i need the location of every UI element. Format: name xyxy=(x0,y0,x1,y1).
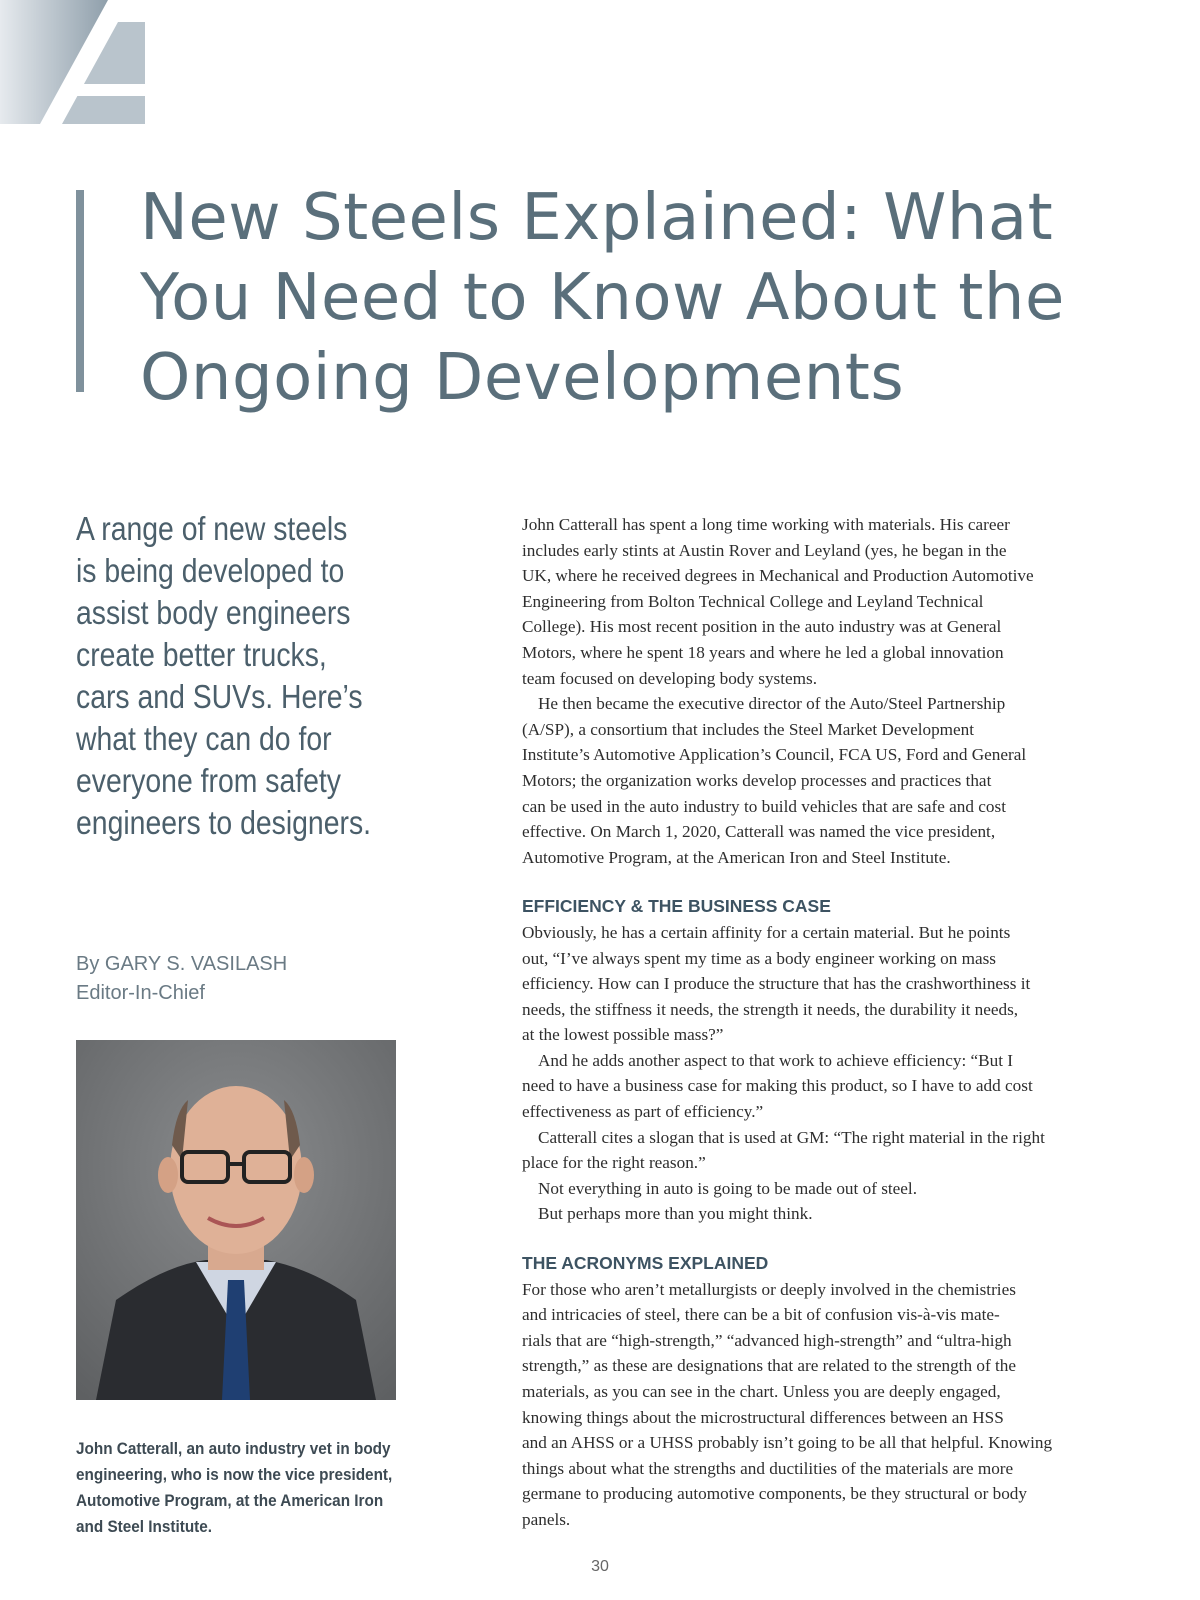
page-number: 30 xyxy=(591,1558,609,1575)
text-line: (A/SP), a consortium that includes the Steel Market Development xyxy=(522,719,975,739)
text-line: out, “I’ve always spent my time as a body engineer working on mass xyxy=(522,948,996,968)
text-line: UK, where he received degrees in Mechanical and Production Automotive xyxy=(522,566,1034,586)
text-line: And he adds another aspect to that work to achieve efficiency: “But I xyxy=(538,1050,1014,1070)
deck-line: assist body engineers xyxy=(76,594,351,631)
text-line: But perhaps more than you might think. xyxy=(538,1204,813,1224)
paragraph xyxy=(522,1277,1142,1533)
text-line: knowing things about the microstructural differences between an HSS xyxy=(522,1407,1004,1427)
caption-line: and Steel Institute. xyxy=(76,1517,213,1536)
deck-line: A range of new steels xyxy=(76,510,348,547)
text-line: College). His most recent position in the auto industry was at General xyxy=(522,617,1002,637)
caption-line: John Catterall, an auto industry vet in body xyxy=(76,1439,391,1458)
text-line: team focused on developing body systems. xyxy=(522,668,817,688)
text-line: germane to producing automotive components, be they structural or body xyxy=(522,1484,1027,1504)
text-line: and intricacies of steel, there can be a bit of confusion vis-à-vis mate- xyxy=(522,1305,1000,1325)
text-line: effective. On March 1, 2020, Catterall was named the vice president, xyxy=(522,822,996,842)
byline-author: By GARY S. VASILASH xyxy=(76,953,288,975)
byline-role: Editor-In-Chief xyxy=(76,982,205,1004)
deck-line: is being developed to xyxy=(76,552,345,589)
text-line: panels. xyxy=(522,1509,571,1529)
text-line: Catterall cites a slogan that is used at GM: “The right material in the right xyxy=(538,1127,1045,1147)
photo-caption xyxy=(76,1436,400,1540)
section-heading: EFFICIENCY & THE BUSINESS CASE xyxy=(522,896,831,917)
article-title xyxy=(140,178,1160,418)
text-line: can be used in the auto industry to build vehicles that are safe and cost xyxy=(522,796,1006,816)
text-line: efficiency. How can I produce the structure that has the crashworthiness it xyxy=(522,974,1031,994)
paragraph xyxy=(522,1176,1142,1202)
caption-line: engineering, who is now the vice president, xyxy=(76,1465,393,1484)
text-line: includes early stints at Austin Rover and Leyland (yes, he began in the xyxy=(522,540,1007,560)
text-line: John Catterall has spent a long time working with materials. His career xyxy=(522,515,1010,534)
text-line: effectiveness as part of efficiency.” xyxy=(522,1102,764,1122)
paragraph-intro xyxy=(522,512,1142,691)
text-line: For those who aren’t metallurgists or deeply involved in the chemistries xyxy=(522,1279,1016,1299)
text-line: need to have a business case for making this product, so I have to add cost xyxy=(522,1076,1033,1096)
text-line: Motors, where he spent 18 years and where he led a global innovation xyxy=(522,642,1004,662)
article-body xyxy=(522,512,1142,1533)
portrait-illustration xyxy=(76,1040,396,1400)
deck-line: create better trucks, xyxy=(76,636,327,673)
paragraph xyxy=(522,691,1142,870)
text-line: Institute’s Automotive Application’s Council, FCA US, Ford and General xyxy=(522,745,1027,765)
title-line: New Steels Explained: What xyxy=(140,181,1054,255)
paragraph xyxy=(522,920,1142,1048)
text-line: rials that are “high-strength,” “advanced high-strength” and “ultra-high xyxy=(522,1330,1012,1350)
text-line: Motors; the organization works develop processes and practices that xyxy=(522,770,992,790)
text-line: Engineering from Bolton Technical College and Leyland Technical xyxy=(522,591,984,611)
text-line: Obviously, he has a certain affinity for a certain material. But he points xyxy=(522,922,1011,942)
paragraph xyxy=(522,1048,1142,1125)
byline xyxy=(76,950,287,1008)
text-line: and an AHSS or a UHSS probably isn’t going to be all that helpful. Knowing xyxy=(522,1433,1053,1453)
deck-line: what they can do for xyxy=(76,720,332,757)
deck-line: engineers to designers. xyxy=(76,804,372,841)
article-deck xyxy=(76,508,372,844)
deck-line: everyone from safety xyxy=(76,762,342,799)
title-line: Ongoing Developments xyxy=(140,341,905,415)
text-line: place for the right reason.” xyxy=(522,1153,706,1173)
section-heading: THE ACRONYMS EXPLAINED xyxy=(522,1253,769,1274)
text-line: strength,” as these are designations that are related to the strength of the xyxy=(522,1356,1016,1376)
text-line: things about what the strengths and ductilities of the materials are more xyxy=(522,1458,1014,1478)
publication-logo xyxy=(0,0,145,124)
portrait-photo xyxy=(76,1040,396,1400)
text-line: at the lowest possible mass?” xyxy=(522,1025,724,1045)
text-line: materials, as you can see in the chart. Unless you are deeply engaged, xyxy=(522,1382,1001,1401)
text-line: He then became the executive director of the Auto/Steel Partnership xyxy=(538,694,1006,714)
title-line: You Need to Know About the xyxy=(140,261,1065,335)
text-line: Automotive Program, at the American Iron and Steel Institute. xyxy=(522,847,951,867)
text-line: Not everything in auto is going to be made out of steel. xyxy=(538,1178,918,1198)
text-line: needs, the stiffness it needs, the strength it needs, the durability it needs, xyxy=(522,999,1019,1019)
paragraph xyxy=(522,1201,1142,1227)
paragraph xyxy=(522,1125,1142,1176)
deck-line: cars and SUVs. Here’s xyxy=(76,678,363,715)
caption-line: Automotive Program, at the American Iron xyxy=(76,1491,384,1510)
title-accent-bar xyxy=(76,190,84,392)
